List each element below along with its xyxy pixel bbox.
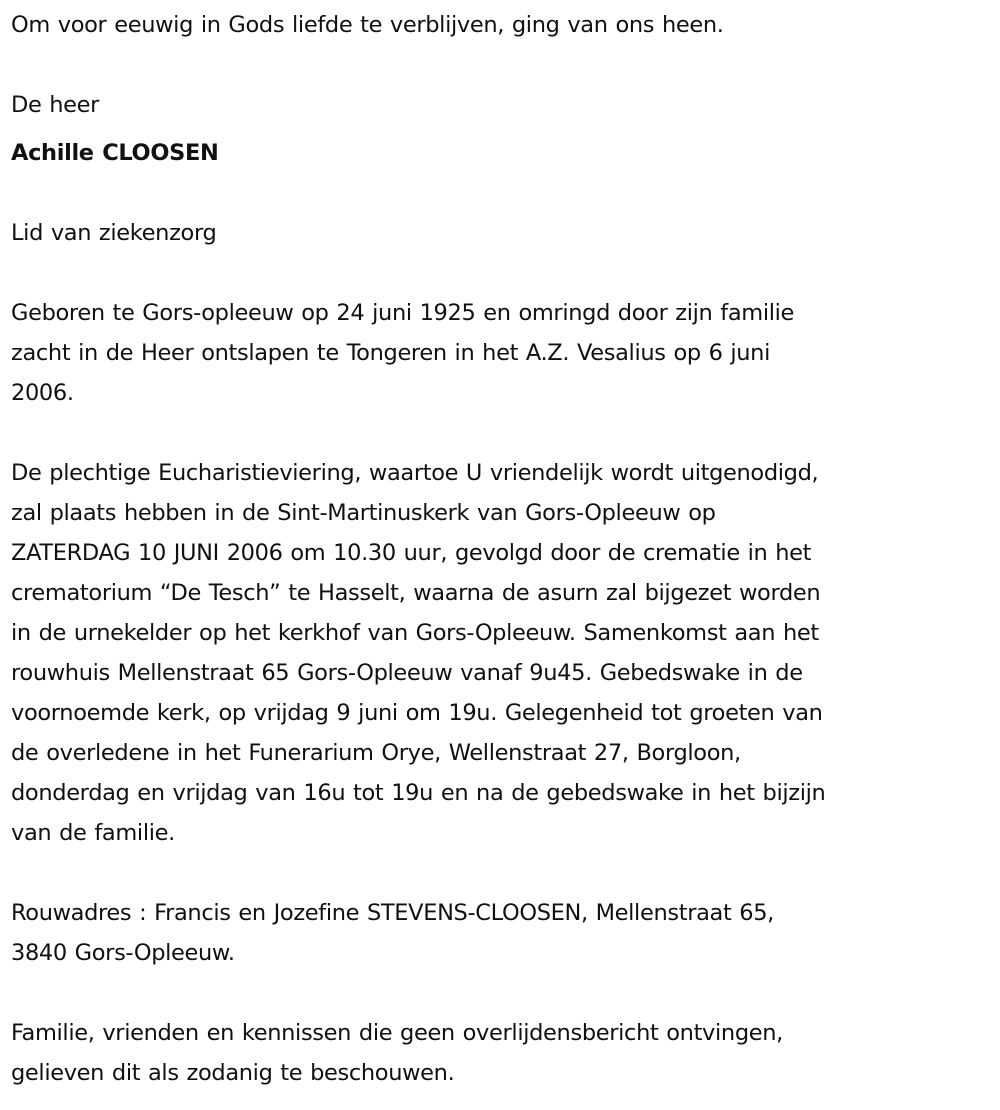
spacer xyxy=(11,413,996,453)
paragraph-line: Familie, vrienden en kennissen die geen overlijdensbericht ontvingen, xyxy=(11,1020,783,1046)
paragraph-line: zal plaats hebben in de Sint-Martinuskerk van Gors-Opleeuw op xyxy=(11,500,716,526)
paragraph-line: gelieven dit als zodanig te beschouwen. xyxy=(11,1060,455,1086)
honorific: De heer xyxy=(11,92,100,118)
mourning-address-paragraph xyxy=(11,893,996,973)
paragraph-line: de overledene in het Funerarium Orye, Wellenstraat 27, Borgloon, xyxy=(11,740,741,766)
paragraph-line: Geboren te Gors-opleeuw op 24 juni 1925 en omringd door zijn familie xyxy=(11,300,795,326)
paragraph-line: 3840 Gors-Opleeuw. xyxy=(11,940,235,966)
paragraph-line: Rouwadres : Francis en Jozefine STEVENS-CLOOSEN, Mellenstraat 65, xyxy=(11,900,774,926)
paragraph-line: crematorium “De Tesch” te Hasselt, waarna de asurn zal bijgezet worden xyxy=(11,580,821,606)
birth-death-paragraph xyxy=(11,293,996,413)
deceased-name: Achille CLOOSEN xyxy=(11,140,219,166)
spacer xyxy=(11,125,996,133)
paragraph-line: rouwhuis Mellenstraat 65 Gors-Opleeuw vanaf 9u45. Gebedswake in de xyxy=(11,660,803,686)
paragraph-line: donderdag en vrijdag van 16u tot 19u en na de gebedswake in het bijzijn xyxy=(11,780,826,806)
closing-paragraph xyxy=(11,1013,996,1093)
paragraph-line: 2006. xyxy=(11,380,74,406)
paragraph-line: in de urnekelder op het kerkhof van Gors-Opleeuw. Samenkomst aan het xyxy=(11,620,819,646)
paragraph-line: voornoemde kerk, op vrijdag 9 juni om 19u. Gelegenheid tot groeten van xyxy=(11,700,823,726)
membership-text: Lid van ziekenzorg xyxy=(11,220,217,246)
spacer xyxy=(11,173,996,213)
spacer xyxy=(11,45,996,85)
paragraph-line: van de familie. xyxy=(11,820,175,846)
ceremony-paragraph xyxy=(11,453,996,853)
spacer xyxy=(11,253,996,293)
paragraph-line: ZATERDAG 10 JUNI 2006 om 10.30 uur, gevolgd door de crematie in het xyxy=(11,540,812,566)
spacer xyxy=(11,853,996,893)
spacer xyxy=(11,973,996,1013)
paragraph-line: zacht in de Heer ontslapen te Tongeren in het A.Z. Vesalius op 6 juni xyxy=(11,340,770,366)
paragraph-line: De plechtige Eucharistieviering, waartoe U vriendelijk wordt uitgenodigd, xyxy=(11,460,819,486)
intro-text: Om voor eeuwig in Gods liefde te verblijven, ging van ons heen. xyxy=(11,12,724,38)
